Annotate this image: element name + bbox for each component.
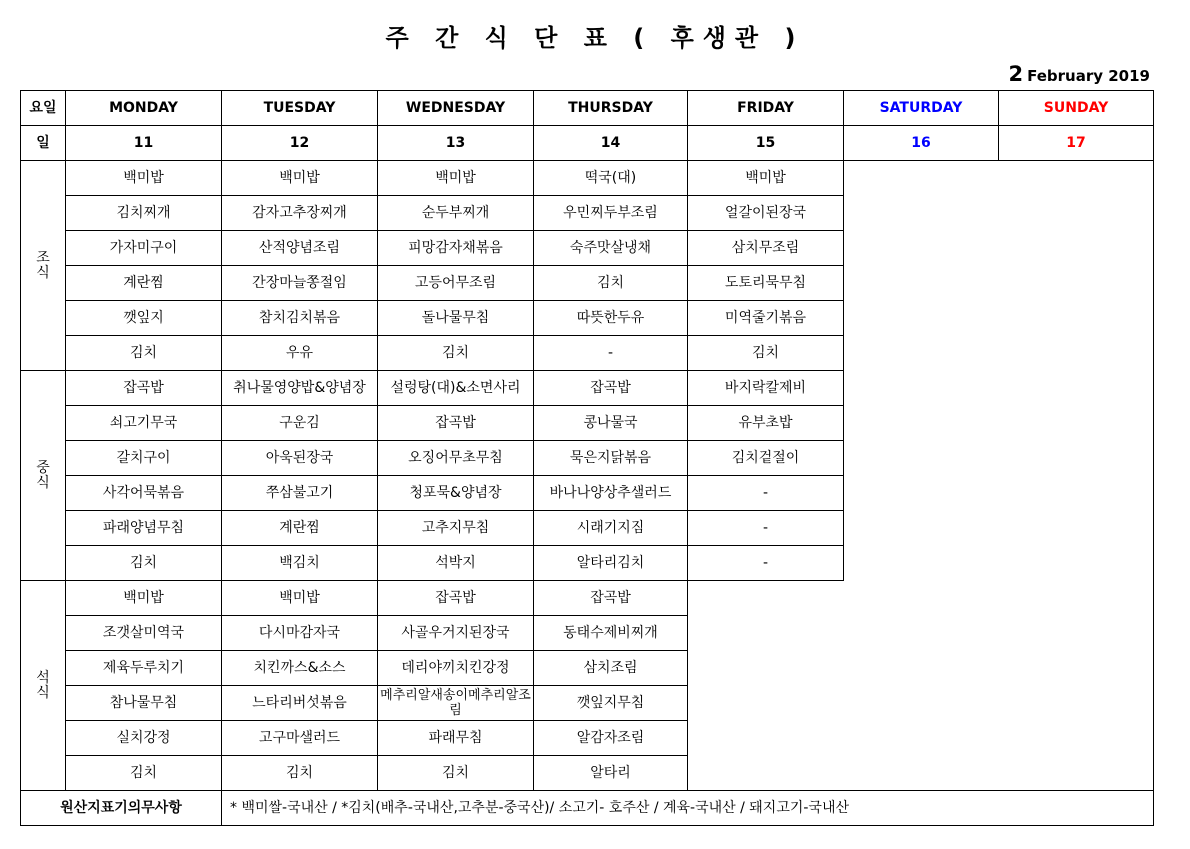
meal-label-char: 식	[36, 264, 50, 281]
menu-cell: 데리야끼치킨강정	[378, 651, 534, 686]
menu-cell: 순두부찌개	[378, 196, 534, 231]
menu-cell: -	[688, 546, 844, 581]
menu-cell: 잡곡밥	[378, 581, 534, 616]
day-tuesday: TUESDAY	[222, 91, 378, 126]
menu-cell: 청포묵&양념장	[378, 476, 534, 511]
menu-cell: 잡곡밥	[378, 406, 534, 441]
menu-cell: 백미밥	[66, 161, 222, 196]
date-wednesday: 13	[378, 126, 534, 161]
meal-label-char: 중	[36, 459, 50, 476]
menu-cell: 계란찜	[66, 266, 222, 301]
menu-cell: 바지락칼제비	[688, 371, 844, 406]
menu-row	[21, 581, 1154, 616]
menu-cell: 잡곡밥	[66, 371, 222, 406]
date-day: 2	[1008, 62, 1024, 86]
menu-cell: 얼갈이된장국	[688, 196, 844, 231]
date-sunday: 17	[999, 126, 1154, 161]
menu-cell: 알타리김치	[534, 546, 688, 581]
menu-cell: 치킨까스&소스	[222, 651, 378, 686]
menu-cell: 간장마늘쫑절임	[222, 266, 378, 301]
date-friday: 15	[688, 126, 844, 161]
header-row-dates	[21, 126, 1154, 161]
menu-cell: 백미밥	[378, 161, 534, 196]
menu-cell: 바나나양상추샐러드	[534, 476, 688, 511]
menu-cell: 참나물무침	[66, 686, 222, 721]
menu-cell: 김치	[688, 336, 844, 371]
menu-cell: 감자고추장찌개	[222, 196, 378, 231]
menu-cell: 계란찜	[222, 511, 378, 546]
menu-row	[21, 371, 1154, 406]
menu-cell: 백김치	[222, 546, 378, 581]
menu-cell: 알타리	[534, 756, 688, 791]
menu-cell: 백미밥	[222, 581, 378, 616]
day-saturday: SATURDAY	[844, 91, 999, 126]
menu-cell: 취나물영양밥&양념장	[222, 371, 378, 406]
menu-cell: 석박지	[378, 546, 534, 581]
menu-cell: 동태수제비찌개	[534, 616, 688, 651]
empty-cell	[844, 371, 1154, 581]
origin-label: 원산지표기의무사항	[21, 791, 222, 826]
date-thursday: 14	[534, 126, 688, 161]
day-monday: MONDAY	[66, 91, 222, 126]
menu-cell: 우유	[222, 336, 378, 371]
meal-label-dinner	[21, 581, 66, 791]
day-wednesday: WEDNESDAY	[378, 91, 534, 126]
menu-cell: 쇠고기무국	[66, 406, 222, 441]
date-saturday: 16	[844, 126, 999, 161]
menu-cell: 잡곡밥	[534, 581, 688, 616]
menu-cell: 잡곡밥	[534, 371, 688, 406]
empty-cell	[844, 161, 1154, 371]
menu-cell: 깻잎지	[66, 301, 222, 336]
menu-cell: -	[688, 511, 844, 546]
menu-cell: 묵은지닭볶음	[534, 441, 688, 476]
menu-cell: 참치김치볶음	[222, 301, 378, 336]
menu-cell: 김치	[66, 546, 222, 581]
date-tuesday: 12	[222, 126, 378, 161]
day-friday: FRIDAY	[688, 91, 844, 126]
menu-cell: 김치겉절이	[688, 441, 844, 476]
menu-cell: 삼치조림	[534, 651, 688, 686]
menu-cell: 백미밥	[66, 581, 222, 616]
menu-cell: 김치찌개	[66, 196, 222, 231]
menu-cell: 돌나물무침	[378, 301, 534, 336]
menu-cell: 조갯살미역국	[66, 616, 222, 651]
menu-cell: 시래기지짐	[534, 511, 688, 546]
menu-cell: 고등어무조림	[378, 266, 534, 301]
menu-cell: 따뜻한두유	[534, 301, 688, 336]
menu-cell: 고구마샐러드	[222, 721, 378, 756]
day-thursday: THURSDAY	[534, 91, 688, 126]
origin-footer-row	[21, 791, 1154, 826]
menu-cell: 김치	[66, 336, 222, 371]
meal-label-char: 조	[36, 249, 50, 266]
menu-cell: 실치강정	[66, 721, 222, 756]
menu-cell: 우민찌두부조림	[534, 196, 688, 231]
menu-cell: 김치	[222, 756, 378, 791]
menu-cell: 사골우거지된장국	[378, 616, 534, 651]
menu-cell: 산적양념조림	[222, 231, 378, 266]
day-of-week-label: 요일	[21, 91, 66, 126]
date-label: 일	[21, 126, 66, 161]
menu-cell: 도토리묵무침	[688, 266, 844, 301]
meal-label-char: 석	[36, 669, 50, 686]
menu-cell: 숙주맛살냉채	[534, 231, 688, 266]
menu-cell: 김치	[378, 756, 534, 791]
menu-row	[21, 161, 1154, 196]
menu-cell: 김치	[378, 336, 534, 371]
page-title: 주 간 식 단 표 ( 후생관 )	[385, 24, 805, 52]
menu-cell: 갈치구이	[66, 441, 222, 476]
menu-cell: 설렁탕(대)&소면사리	[378, 371, 534, 406]
menu-cell: 메추리알새송이메추리알조림	[378, 686, 534, 721]
menu-cell: 미역줄기볶음	[688, 301, 844, 336]
menu-cell: 백미밥	[222, 161, 378, 196]
meal-label-lunch	[21, 371, 66, 581]
menu-cell: 피망감자채볶음	[378, 231, 534, 266]
date-month-year: February 2019	[1027, 67, 1150, 85]
menu-cell: 알감자조림	[534, 721, 688, 756]
menu-cell: 사각어묵볶음	[66, 476, 222, 511]
menu-date	[1008, 62, 1150, 86]
menu-cell: 가자미구이	[66, 231, 222, 266]
menu-cell: -	[688, 476, 844, 511]
menu-cell: 파래양념무침	[66, 511, 222, 546]
menu-cell: 콩나물국	[534, 406, 688, 441]
menu-cell: 구운김	[222, 406, 378, 441]
menu-cell: 아욱된장국	[222, 441, 378, 476]
menu-cell: 삼치무조림	[688, 231, 844, 266]
meal-label-breakfast	[21, 161, 66, 371]
menu-cell: 김치	[534, 266, 688, 301]
weekly-menu-table	[20, 90, 1154, 826]
menu-cell: 파래무침	[378, 721, 534, 756]
menu-cell: 느타리버섯볶음	[222, 686, 378, 721]
empty-cell	[688, 581, 1154, 791]
menu-cell: 제육두루치기	[66, 651, 222, 686]
menu-cell: 깻잎지무침	[534, 686, 688, 721]
header-row-days	[21, 91, 1154, 126]
meal-label-char: 식	[36, 684, 50, 701]
menu-cell: 오징어무초무침	[378, 441, 534, 476]
day-sunday: SUNDAY	[999, 91, 1154, 126]
origin-text: * 백미쌀-국내산 / *김치(배추-국내산,고추분-중국산)/ 소고기- 호주산 / 계육-국내산 / 돼지고기-국내산	[222, 791, 1154, 826]
menu-cell: -	[534, 336, 688, 371]
menu-cell: 백미밥	[688, 161, 844, 196]
meal-label-char: 식	[36, 474, 50, 491]
menu-cell: 유부초밥	[688, 406, 844, 441]
menu-cell: 다시마감자국	[222, 616, 378, 651]
date-monday: 11	[66, 126, 222, 161]
menu-cell: 떡국(대)	[534, 161, 688, 196]
menu-cell: 김치	[66, 756, 222, 791]
menu-cell: 고추지무침	[378, 511, 534, 546]
menu-cell: 쭈삼불고기	[222, 476, 378, 511]
